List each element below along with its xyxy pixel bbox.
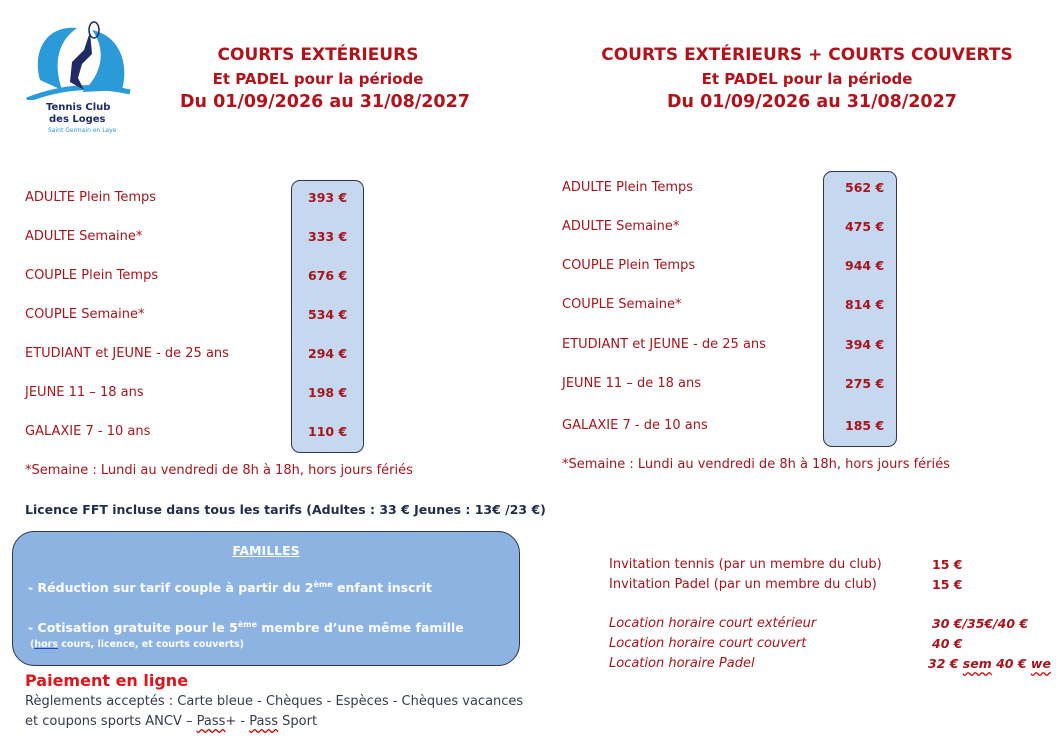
right-title: COURTS EXTÉRIEURS + COURTS COUVERTS: [601, 45, 1013, 65]
extra-label: Location horaire court couvert: [609, 636, 807, 651]
right-period: Du 01/09/2026 au 31/08/2027: [667, 92, 957, 112]
right-row-price: 394 €: [845, 337, 885, 352]
right-row-price: 562 €: [845, 180, 885, 195]
extra-label: Invitation tennis (par un membre du club): [609, 557, 882, 572]
left-row-label: COUPLE Semaine*: [25, 307, 145, 322]
text: hors: [34, 639, 58, 650]
text: cours, licence, et courts couverts): [57, 639, 244, 650]
text: sem: [962, 656, 992, 671]
right-row-label: ADULTE Plein Temps: [562, 180, 694, 195]
familles-title: FAMILLES: [232, 543, 300, 558]
right-note: *Semaine : Lundi au vendredi de 8h à 18h, hors jours fériés: [562, 457, 950, 472]
right-row-label: ETUDIANT et JEUNE - de 25 ans: [562, 337, 766, 352]
right-row-price: 275 €: [845, 376, 885, 391]
text: membre d’une même famille: [257, 620, 464, 636]
right-row-label: COUPLE Plein Temps: [562, 258, 696, 273]
familles-item-2: [28, 620, 464, 635]
text: + -: [225, 714, 250, 729]
right-row-label: GALAXIE 7 - de 10 ans: [562, 418, 708, 433]
familles-box: [12, 531, 520, 666]
text: - Réduction sur tarif couple à partir du 2: [28, 580, 314, 596]
logo-line1: Tennis Club: [46, 102, 111, 113]
text: Pass: [249, 714, 279, 729]
left-note: *Semaine : Lundi au vendredi de 8h à 18h, hors jours fériés: [25, 463, 413, 478]
extra-price: 30 €/35€/40 €: [932, 616, 1029, 631]
paiement-line-2: [25, 714, 317, 729]
left-row-label: ADULTE Plein Temps: [25, 190, 157, 205]
left-row-price: 333 €: [308, 229, 348, 244]
left-row-price: 676 €: [308, 268, 348, 283]
right-row-price: 185 €: [845, 418, 885, 433]
left-row-price: 393 €: [308, 190, 348, 205]
text: Sport: [278, 714, 318, 729]
right-row-price: 814 €: [845, 297, 885, 312]
extra-label: Invitation Padel (par un membre du club): [609, 577, 877, 592]
licence-note: Licence FFT incluse dans tous les tarifs (Adultes : 33 € Jeunes : 13€ /23 €): [25, 502, 546, 517]
left-row-price: 198 €: [308, 385, 348, 400]
text: 32 €: [928, 656, 963, 671]
familles-item-2-note: [30, 639, 244, 650]
superscript: ème: [237, 620, 257, 629]
left-subtitle: Et PADEL pour la période: [212, 70, 424, 88]
text: 40 €: [991, 656, 1031, 671]
left-row-price: 534 €: [308, 307, 348, 322]
left-row-label: ETUDIANT et JEUNE - de 25 ans: [25, 346, 229, 361]
text: Pass: [196, 714, 226, 729]
extra-label: Location horaire Padel: [609, 656, 755, 671]
logo-line3: Saint Germain en Laye: [48, 127, 117, 134]
superscript: ème: [313, 580, 333, 589]
right-row-label: ADULTE Semaine*: [562, 219, 680, 234]
extra-price: 15 €: [932, 577, 963, 592]
text: - Cotisation gratuite pour le 5: [28, 620, 238, 636]
left-period: Du 01/09/2026 au 31/08/2027: [180, 92, 470, 112]
extra-price: 15 €: [932, 557, 963, 572]
extra-label: Location horaire court extérieur: [609, 616, 817, 631]
right-row-price: 475 €: [845, 219, 885, 234]
paiement-title: Paiement en ligne: [25, 671, 189, 690]
text: we: [1030, 656, 1051, 671]
right-subtitle: Et PADEL pour la période: [701, 70, 913, 88]
text: enfant inscrit: [332, 580, 432, 596]
paiement-line-1: Règlements acceptés : Carte bleue - Chèques - Espèces - Chèques vacances: [25, 694, 524, 709]
left-row-label: ADULTE Semaine*: [25, 229, 143, 244]
left-row-label: COUPLE Plein Temps: [25, 268, 159, 283]
left-row-label: JEUNE 11 – 18 ans: [25, 385, 144, 400]
right-row-price: 944 €: [845, 258, 885, 273]
left-row-price: 110 €: [308, 424, 348, 439]
left-row-price: 294 €: [308, 346, 348, 361]
text: et coupons sports ANCV –: [25, 714, 197, 729]
text: (: [30, 639, 35, 650]
extra-price: 40 €: [932, 636, 963, 651]
right-row-label: COUPLE Semaine*: [562, 297, 682, 312]
familles-item-1: [28, 580, 432, 595]
extra-price: [928, 656, 1051, 671]
left-title: COURTS EXTÉRIEURS: [217, 45, 419, 65]
logo-line2: des Loges: [49, 114, 106, 125]
left-row-label: GALAXIE 7 - 10 ans: [25, 424, 151, 439]
right-row-label: JEUNE 11 – de 18 ans: [562, 376, 701, 391]
